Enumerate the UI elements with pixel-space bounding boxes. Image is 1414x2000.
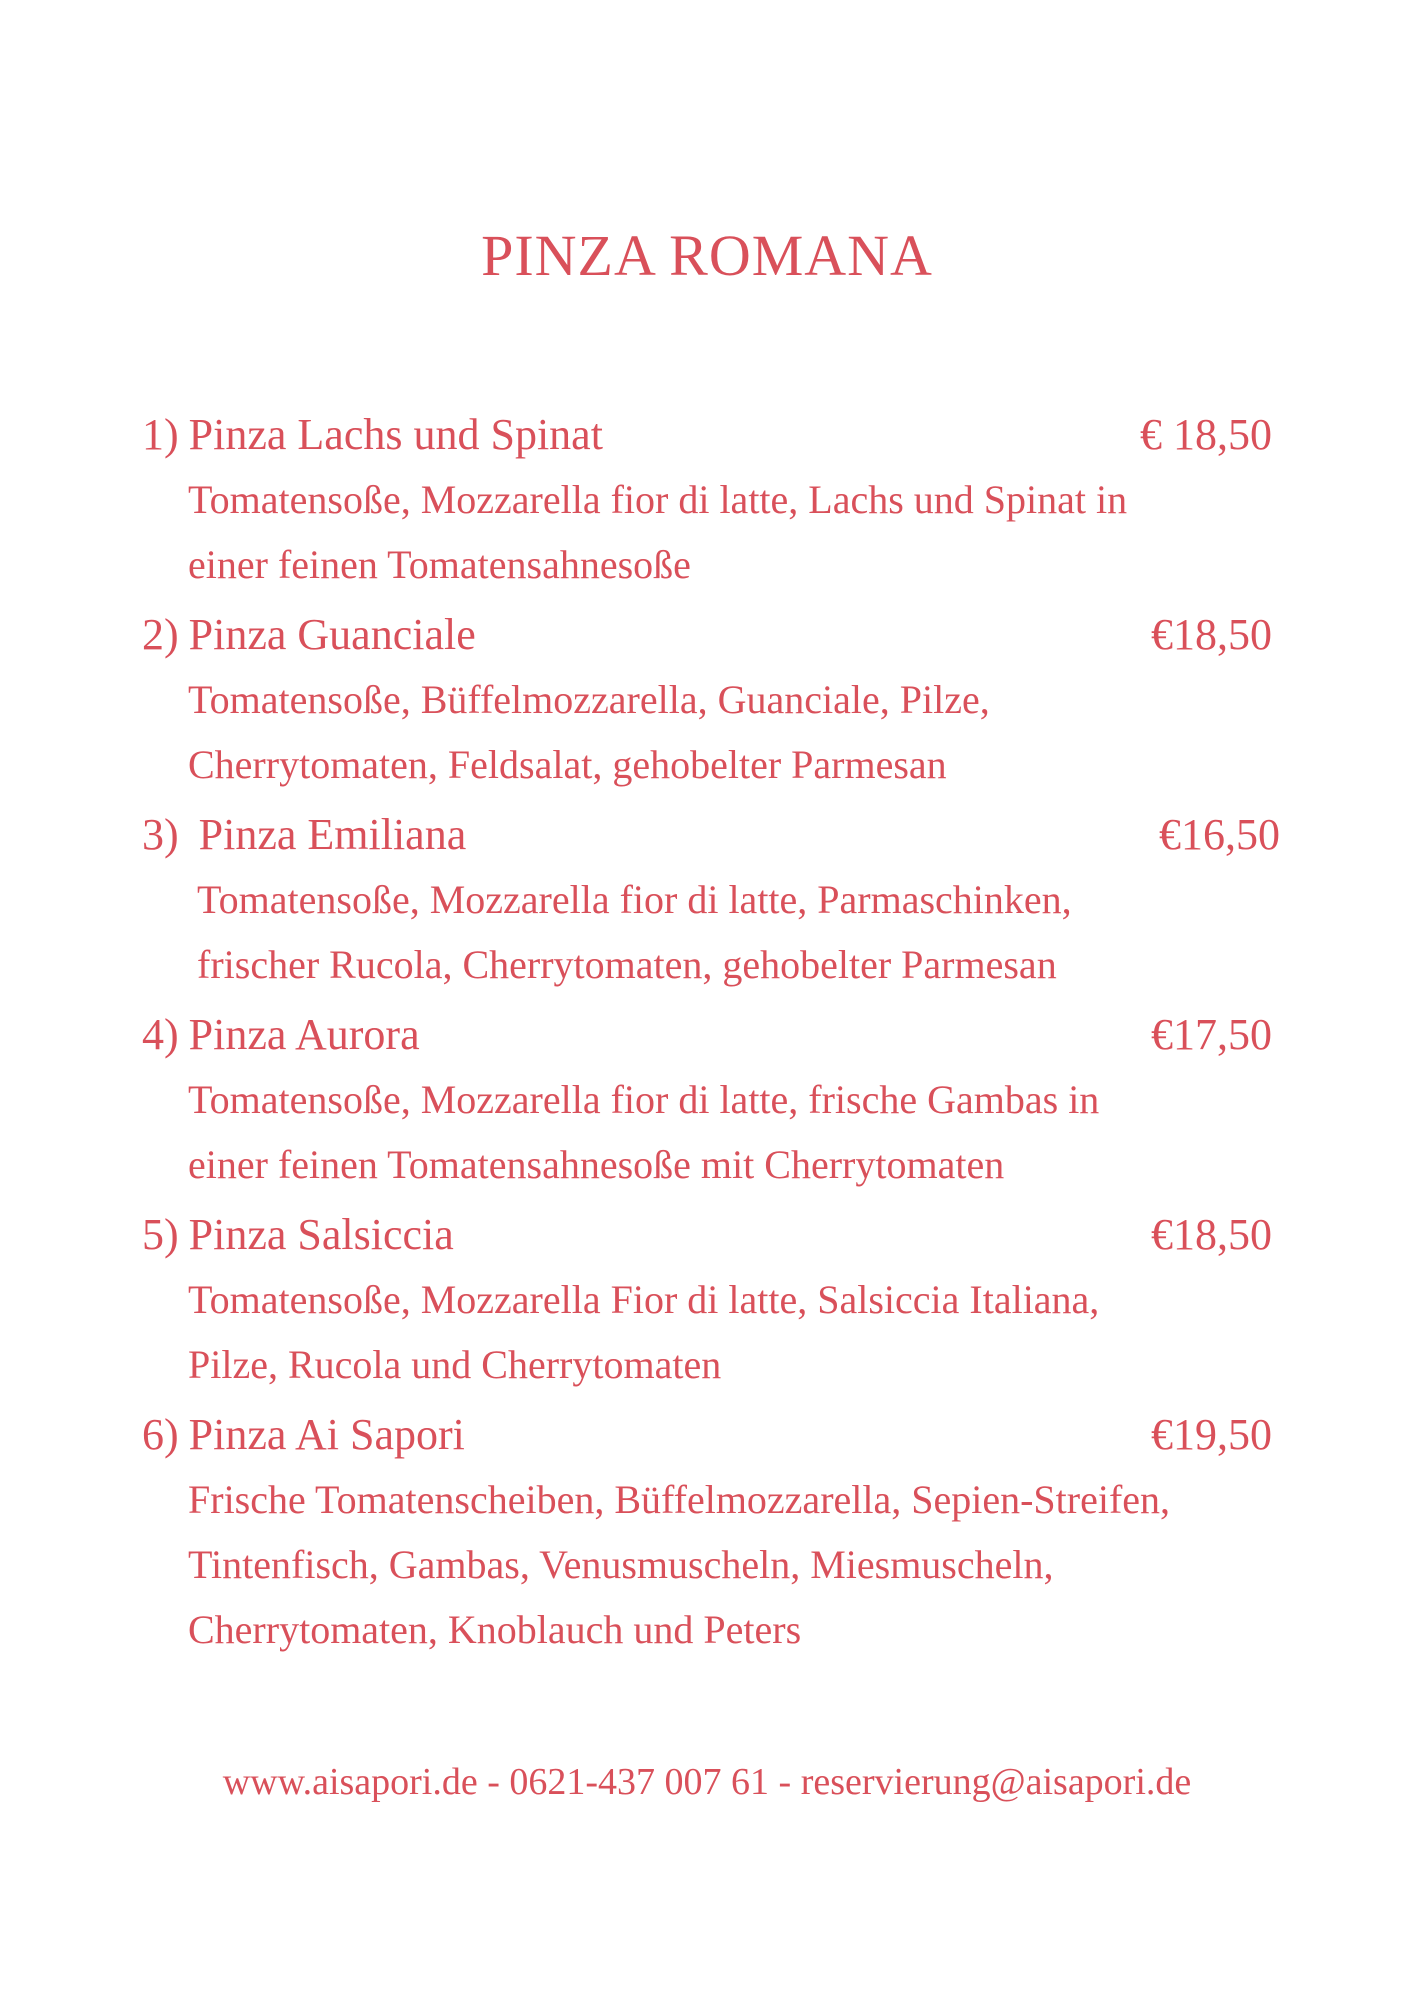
menu-item-header xyxy=(142,1405,1272,1465)
menu-item-header xyxy=(142,605,1272,665)
menu-item-name: Pinza Ai Sapori xyxy=(188,1410,465,1459)
description-line: einer feinen Tomatensahnesoße mit Cherrytomaten xyxy=(188,1142,1005,1187)
menu-item-name: Pinza Emiliana xyxy=(198,810,467,859)
menu-item-price: €17,50 xyxy=(1151,1010,1272,1059)
menu-item-description xyxy=(142,465,1272,597)
menu-item-description xyxy=(142,865,1272,997)
menu-item-number: 6) xyxy=(142,1410,179,1459)
menu-item-name: Pinza Aurora xyxy=(188,1010,420,1059)
menu-item-description xyxy=(142,1465,1272,1662)
menu-item-description xyxy=(142,1265,1272,1397)
description-line: Tomatensoße, Mozzarella fior di latte, frische Gambas in xyxy=(188,1077,1100,1122)
description-line: frischer Rucola, Cherrytomaten, gehobelter Parmesan xyxy=(197,942,1057,987)
phone-number: 0621-437 007 61 xyxy=(509,1761,770,1803)
description-line: Frische Tomatenscheiben, Büffelmozzarella, Sepien-Streifen, xyxy=(188,1477,1171,1522)
menu-item-header xyxy=(142,1205,1272,1265)
page-title: PINZA ROMANA xyxy=(481,223,933,288)
menu-item-number: 2) xyxy=(142,610,179,659)
menu-item-number: 5) xyxy=(142,1210,179,1259)
menu-item-header xyxy=(142,805,1280,865)
description-line: Tomatensoße, Mozzarella fior di latte, Parmaschinken, xyxy=(197,877,1072,922)
description-line: Tintenfisch, Gambas, Venusmuscheln, Miesmuscheln, xyxy=(188,1542,1054,1587)
menu-item-name: Pinza Lachs und Spinat xyxy=(188,410,603,459)
menu-item-price: €19,50 xyxy=(1151,1410,1272,1459)
description-line: Tomatensoße, Büffelmozzarella, Guanciale, Pilze, xyxy=(188,677,990,722)
menu-item-price: €18,50 xyxy=(1151,1210,1272,1259)
description-line: Pilze, Rucola und Cherrytomaten xyxy=(188,1342,722,1387)
menu-item-5 xyxy=(142,1205,1272,1397)
description-line: Cherrytomaten, Knoblauch und Peters xyxy=(188,1607,802,1652)
description-line: Cherrytomaten, Feldsalat, gehobelter Parmesan xyxy=(188,742,947,787)
menu-item-price: €18,50 xyxy=(1151,610,1272,659)
menu-item-3 xyxy=(142,805,1280,997)
description-line: Tomatensoße, Mozzarella Fior di latte, Salsiccia Italiana, xyxy=(188,1277,1100,1322)
footer-separator: - xyxy=(477,1761,510,1803)
menu-item-number: 1) xyxy=(142,410,179,459)
menu-item-description xyxy=(142,665,1272,797)
menu-item-header xyxy=(142,405,1272,465)
contact-footer xyxy=(0,1752,1414,1812)
menu-item-description xyxy=(142,1065,1272,1197)
footer-separator: - xyxy=(769,1761,801,1803)
description-line: einer feinen Tomatensahnesoße xyxy=(188,542,691,587)
description-line: Tomatensoße, Mozzarella fior di latte, Lachs und Spinat in xyxy=(188,477,1128,522)
email-link[interactable]: reservierung@aisapori.de xyxy=(800,1761,1192,1803)
menu-item-1 xyxy=(142,405,1272,597)
menu-item-header xyxy=(142,1005,1272,1065)
menu-item-number: 4) xyxy=(142,1010,179,1059)
menu-item-price: €16,50 xyxy=(1159,810,1280,859)
menu-item-name: Pinza Guanciale xyxy=(188,610,476,659)
website-link[interactable]: www.aisapori.de xyxy=(222,1761,478,1803)
menu-item-6 xyxy=(142,1405,1272,1662)
menu-item-2 xyxy=(142,605,1272,797)
menu-item-name: Pinza Salsiccia xyxy=(188,1210,454,1259)
menu-item-price: € 18,50 xyxy=(1140,410,1272,459)
menu-item-4 xyxy=(142,1005,1272,1197)
menu-item-number: 3) xyxy=(142,810,179,859)
